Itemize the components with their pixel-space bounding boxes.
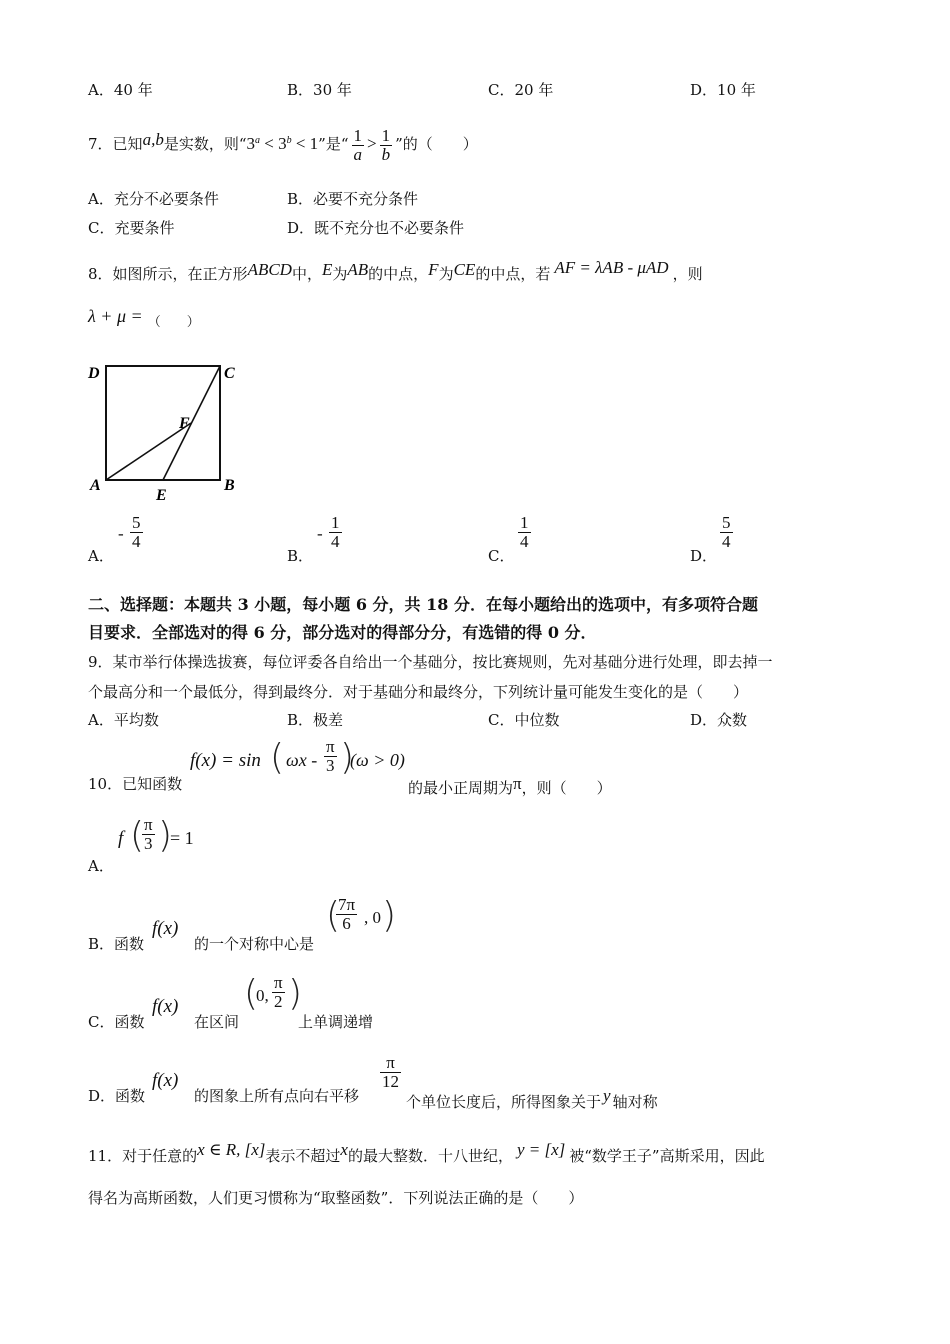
q7-stem xyxy=(88,110,478,170)
q11-line1 xyxy=(88,1130,765,1170)
q8-option-a-label: A． xyxy=(88,547,114,565)
q10-d-fx-text: f(x) xyxy=(152,1070,179,1091)
q10-number: 10．已知函数 xyxy=(88,775,183,793)
q8-a-num: 5 xyxy=(132,513,141,532)
q7-frac-1-over-a xyxy=(352,127,365,164)
q8-d-num: 5 xyxy=(722,513,731,532)
q8-text3: 为 xyxy=(332,265,348,283)
q7-lt2: < 1 xyxy=(291,134,319,153)
fig-label-f: F xyxy=(179,415,190,432)
q10-d-pi-over-12 xyxy=(380,1054,401,1091)
q7-gt: > xyxy=(367,134,377,153)
q10-a-eq: = 1 xyxy=(170,828,194,848)
q8-blank: （ ） xyxy=(147,315,200,330)
q8-c-num: 1 xyxy=(520,513,529,532)
section2-line2: 目要求．全部选对的得 6 分，部分选对的得部分分，有选错的得 0 分． xyxy=(88,623,597,642)
q8-d-den: 4 xyxy=(722,532,731,551)
q6-option-b: B．30 年 xyxy=(287,81,352,99)
q9-option-c: C．中位数 xyxy=(488,711,560,729)
square-outline xyxy=(106,366,220,480)
q8-text2: 中， xyxy=(291,265,322,283)
q10-fx-sin: f(x) = sin xyxy=(190,750,261,771)
q8-number: 8． xyxy=(88,265,113,283)
q8-option-b-label: B． xyxy=(287,547,314,565)
q8-square-figure xyxy=(86,358,246,506)
q10-omega-x: ωx - xyxy=(286,750,318,770)
q11-line2: 得名为高斯函数，人们更习惯称为“取整函数”．下列说法正确的是（ ） xyxy=(88,1189,584,1207)
q10-d-y: y xyxy=(603,1086,611,1105)
q10-rparen: ) xyxy=(340,737,355,778)
q8-c-den: 4 xyxy=(520,532,529,551)
q11-text3: 被“数学王子”高斯采用，因此 xyxy=(569,1147,765,1165)
q8-option-b-sign: - xyxy=(317,524,323,543)
q8-option-b-frac xyxy=(329,514,342,551)
q10-a-rparen: ) xyxy=(158,815,173,856)
q11-text2: 的最大整数．十八世纪， xyxy=(347,1147,513,1165)
q7-option-a: A．充分不必要条件 xyxy=(88,190,219,208)
q10-c-frac xyxy=(272,974,285,1011)
q10-pi-inline: π xyxy=(513,774,522,793)
q7-text2: 是实数，则“ xyxy=(163,135,247,153)
q7-text4: ”的（ ） xyxy=(395,135,478,153)
q8-option-c-frac xyxy=(518,514,531,551)
q8-point-f: F xyxy=(428,260,439,279)
q8-b-num: 1 xyxy=(331,513,340,532)
q10-d-tail xyxy=(406,1086,658,1112)
q8-b-den: 4 xyxy=(331,532,340,551)
q7-frac1-num: 1 xyxy=(353,125,363,145)
q8-a-den: 4 xyxy=(132,532,141,551)
q10-omega-cond: (ω > 0) xyxy=(350,750,405,770)
q8-seg-ab: AB xyxy=(347,260,369,279)
q10-option-c-label: C．函数 xyxy=(88,1013,145,1031)
q8-text6: 的中点，若 xyxy=(475,265,551,283)
q9-option-b: B．极差 xyxy=(287,711,344,729)
q10-c-head: 0, xyxy=(256,986,269,1005)
q10-d-text3: 轴对称 xyxy=(612,1093,658,1111)
q7-text1: 已知 xyxy=(112,135,143,153)
q10-lparen: ( xyxy=(270,737,285,778)
q8-option-a-frac xyxy=(130,514,143,551)
fig-label-c: C xyxy=(224,365,235,382)
q8-stem xyxy=(88,248,703,288)
q10-b-num: 7π xyxy=(338,895,356,914)
q10-option-a-label: A． xyxy=(88,857,114,875)
q11-x: x xyxy=(340,1140,348,1159)
q8-lambda-plus-mu: λ + μ = xyxy=(88,306,143,326)
q7-sup-a: a xyxy=(254,135,260,146)
q7-option-c: C．充要条件 xyxy=(88,219,175,237)
q10-d-frac xyxy=(380,1054,401,1091)
q10-a-frac xyxy=(142,816,155,853)
q10-d-fx xyxy=(152,1070,178,1092)
q10-3: 3 xyxy=(324,756,337,775)
q11-text1: 表示不超过 xyxy=(265,1147,341,1165)
q10-a-lparen: ( xyxy=(130,815,145,856)
q9-option-a: A．平均数 xyxy=(88,711,159,729)
q10-tail-text: 的最小正周期为 xyxy=(408,779,514,797)
q10-d-den: 12 xyxy=(382,1072,399,1091)
q6-option-a: A．40 年 xyxy=(88,81,153,99)
q7-sup-b: b xyxy=(286,135,292,146)
q8-text7: ，则 xyxy=(672,265,703,283)
line-ce xyxy=(163,366,220,480)
q8-square-abcd: ABCD xyxy=(247,260,292,279)
q10-c-den: 2 xyxy=(272,992,285,1011)
q7-frac-1-over-b xyxy=(380,127,393,164)
fig-label-b: B xyxy=(224,477,235,494)
q10-tail-text2: ，则（ ） xyxy=(521,779,612,797)
q10-b-frac xyxy=(336,896,357,933)
fig-label-e: E xyxy=(156,487,167,504)
q11-number: 11．对于任意的 xyxy=(88,1147,198,1165)
q10-pi: π xyxy=(326,737,335,756)
q8-seg-ce: CE xyxy=(453,260,476,279)
q10-d-num: π xyxy=(386,1053,395,1072)
section2-line1: 二、选择题：本题共 3 小题，每小题 6 分，共 18 分．在每小题给出的选项中，有多项符合题 xyxy=(88,595,758,614)
q8-vector-equation: AF = λAB - μAD xyxy=(554,258,669,277)
q11-y-eq-floor: y = [x] xyxy=(516,1140,566,1159)
q10-b-tail: , 0 xyxy=(364,908,381,927)
q10-tail xyxy=(408,774,612,798)
q7-option-d: D．既不充分也不必要条件 xyxy=(287,219,465,237)
q8-option-d-label: D． xyxy=(690,547,718,565)
q9-line2: 个最高分和一个最低分，得到最终分．对于基础分和最终分，下列统计量可能发生变化的是（ ） xyxy=(88,683,749,701)
q8-text5: 为 xyxy=(438,265,454,283)
q10-b-rparen: ) xyxy=(382,895,397,936)
q10-c-tail: 上单调递增 xyxy=(298,1013,374,1031)
q7-option-b: B．必要不充分条件 xyxy=(287,190,419,208)
fig-label-a: A xyxy=(90,477,101,494)
q8-option-c-label: C． xyxy=(488,547,515,565)
q10-c-fx xyxy=(152,996,178,1018)
q10-c-text: 在区间 xyxy=(194,1013,240,1031)
q10-b-fx xyxy=(152,918,178,940)
q10-a-num: π xyxy=(144,815,153,834)
q6-option-c: C．20 年 xyxy=(488,81,554,99)
q10-pi-over-3 xyxy=(324,738,337,775)
q9-line1: 9．某市举行体操选拔赛，每位评委各自给出一个基础分，按比赛规则，先对基础分进行处理，即去掉一 xyxy=(88,653,773,671)
q11-x-in-r: x ∈ R, [x] xyxy=(197,1140,266,1159)
q8-point-e: E xyxy=(321,260,333,279)
q7-number: 7． xyxy=(88,135,113,153)
q10-a-f: f xyxy=(118,828,124,849)
fig-label-d: D xyxy=(88,365,100,382)
q10-c-lparen: ( xyxy=(244,973,259,1014)
q8-option-a-sign: - xyxy=(118,524,124,543)
q8-text4: 的中点， xyxy=(368,265,429,283)
q7-vars: a,b xyxy=(142,130,164,149)
q10-c-fx-text: f(x) xyxy=(152,996,179,1017)
q10-c-num: π xyxy=(274,973,283,992)
q7-frac1-den: a xyxy=(353,144,363,164)
q10-c-rparen: ) xyxy=(288,973,303,1014)
q10-option-d-label: D．函数 xyxy=(88,1087,146,1105)
q10-b-text: 的一个对称中心是 xyxy=(194,935,315,953)
q10-option-b-label: B．函数 xyxy=(88,935,145,953)
q8-line2 xyxy=(88,306,200,329)
q7-frac2-num: 1 xyxy=(381,125,391,145)
q7-cond-3a: 3 xyxy=(246,134,255,153)
q7-text3: ”是“ xyxy=(318,135,349,153)
q9-option-d: D．众数 xyxy=(690,711,748,729)
q7-lt1: < 3 xyxy=(259,134,287,153)
q10-b-lparen: ( xyxy=(326,895,341,936)
q10-a-den: 3 xyxy=(142,834,155,853)
q7-frac2-den: b xyxy=(381,144,391,164)
q10-b-fx-text: f(x) xyxy=(152,918,179,939)
q6-option-d: D．10 年 xyxy=(690,81,756,99)
q10-b-den: 6 xyxy=(336,914,357,933)
q10-d-text2: 个单位长度后，所得图象关于 xyxy=(406,1093,602,1111)
q8-text1: 如图所示，在正方形 xyxy=(112,265,248,283)
q10-d-text: 的图象上所有点向右平移 xyxy=(194,1087,360,1105)
q8-option-d-frac xyxy=(720,514,733,551)
